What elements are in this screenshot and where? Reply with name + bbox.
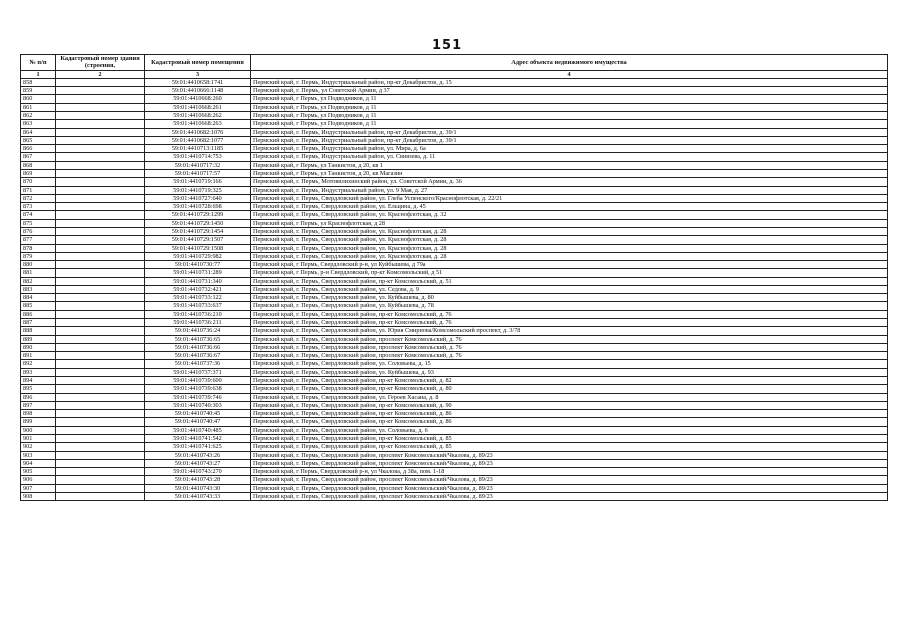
room-cadastral-number: 59:01:4410737:371 <box>145 368 251 376</box>
building-cadastral-cell <box>56 410 145 418</box>
building-cadastral-cell <box>56 203 145 211</box>
room-cadastral-number: 59:01:4410719:325 <box>145 186 251 194</box>
building-cadastral-cell <box>56 294 145 302</box>
building-cadastral-cell <box>56 343 145 351</box>
building-cadastral-cell <box>56 319 145 327</box>
table-row <box>21 211 888 219</box>
room-cadastral-number: 59:01:4410736:24 <box>145 327 251 335</box>
address-cell: Пермский край, г. Пермь, Свердловский район, пр-кт Комсомольский, д. 51 <box>251 277 888 285</box>
table-row <box>21 459 888 467</box>
table-row <box>21 434 888 442</box>
building-cadastral-cell <box>56 368 145 376</box>
table-row <box>21 136 888 144</box>
table-row <box>21 360 888 368</box>
row-number: 874 <box>21 211 56 219</box>
address-cell: Пермский край, г. Пермь, Индустриальный район, ул. Мира, д. 6а <box>251 145 888 153</box>
address-cell: Пермский край, г. Пермь, Свердловский район, пр-кт Комсомольский, д. 80 <box>251 385 888 393</box>
address-cell: Пермский край, г. Пермь, Свердловский район, пр-кт Комсомольский, д. 86 <box>251 418 888 426</box>
table-row <box>21 87 888 95</box>
address-cell: Пермский край, г. Пермь, Свердловский район, пр-кт Комсомольский, д. 82 <box>251 377 888 385</box>
address-cell: Пермский край, г Пермь, ул Подводников, д 11 <box>251 95 888 103</box>
row-number: 870 <box>21 178 56 186</box>
room-cadastral-number: 59:01:4410666:1148 <box>145 87 251 95</box>
table-row <box>21 103 888 111</box>
header-num: № п/п <box>21 55 56 71</box>
address-cell: Пермский край, г. Пермь, Свердловский район, пр-кт Комсомольский, д. 86 <box>251 410 888 418</box>
row-number: 861 <box>21 103 56 111</box>
room-cadastral-number: 59:01:4410743:33 <box>145 492 251 500</box>
building-cadastral-cell <box>56 169 145 177</box>
room-cadastral-number: 59:01:4410719:166 <box>145 178 251 186</box>
header-room-cadastral: Кадастровый номер помещения <box>145 55 251 71</box>
address-cell: Пермский край, г. Пермь, Свердловский район, проспект Комсомольский/Чкалова, д. 89/23 <box>251 451 888 459</box>
address-cell: Пермский край, г. Пермь, Свердловский район, ул. Краснофлотская, д. 28 <box>251 227 888 235</box>
building-cadastral-cell <box>56 227 145 235</box>
row-number: 872 <box>21 194 56 202</box>
address-cell: Пермский край, г. Пермь, Свердловский район, пр-кт Комсомольский, д. 90 <box>251 401 888 409</box>
table-row <box>21 410 888 418</box>
table-row <box>21 443 888 451</box>
col-index-3: 3 <box>145 70 251 78</box>
table-row <box>21 335 888 343</box>
row-number: 865 <box>21 136 56 144</box>
building-cadastral-cell <box>56 310 145 318</box>
room-cadastral-number: 59:01:4410658:1741 <box>145 78 251 86</box>
address-cell: Пермский край, г. Пермь, Свердловский район, ул. Краснофлотская, д. 28 <box>251 252 888 260</box>
room-cadastral-number: 59:01:4410682:1076 <box>145 128 251 136</box>
room-cadastral-number: 59:01:4410668:262 <box>145 112 251 120</box>
row-number: 904 <box>21 459 56 467</box>
table-row <box>21 327 888 335</box>
room-cadastral-number: 59:01:4410668:261 <box>145 103 251 111</box>
room-cadastral-number: 59:01:4410730:77 <box>145 261 251 269</box>
room-cadastral-number: 59:01:4410668:260 <box>145 95 251 103</box>
row-number: 895 <box>21 385 56 393</box>
address-cell: Пермский край, г. Пермь, Свердловский район, ул. Соловьева, д. 6 <box>251 426 888 434</box>
building-cadastral-cell <box>56 277 145 285</box>
building-cadastral-cell <box>56 401 145 409</box>
table-row <box>21 252 888 260</box>
address-cell: Пермский край, г Пермь, р-н Свердловский, пр-кт Комсомольский, д 51 <box>251 269 888 277</box>
address-cell: Пермский край, г. Пермь, Индустриальный район, пр-кт Декабристов, д. 39/1 <box>251 128 888 136</box>
row-number: 875 <box>21 219 56 227</box>
table-row <box>21 377 888 385</box>
address-cell: Пермский край, г. Пермь, Мотовилихинский район, ул. Советской Армии, д. 36 <box>251 178 888 186</box>
building-cadastral-cell <box>56 178 145 186</box>
table-row <box>21 393 888 401</box>
col-index-4: 4 <box>251 70 888 78</box>
room-cadastral-number: 59:01:4410741:625 <box>145 443 251 451</box>
row-number: 876 <box>21 227 56 235</box>
row-number: 877 <box>21 236 56 244</box>
row-number: 885 <box>21 302 56 310</box>
table-header-row <box>21 55 888 71</box>
row-number: 889 <box>21 335 56 343</box>
building-cadastral-cell <box>56 434 145 442</box>
table-row <box>21 261 888 269</box>
room-cadastral-number: 59:01:4410736:65 <box>145 335 251 343</box>
address-cell: Пермский край, г. Пермь, Свердловский район, ул. Героев Хасана, д. 8 <box>251 393 888 401</box>
table-row <box>21 476 888 484</box>
room-cadastral-number: 59:01:4410729:982 <box>145 252 251 260</box>
row-number: 892 <box>21 360 56 368</box>
header-building-cadastral: Кадастровый номер здания (строения, <box>56 55 145 71</box>
row-number: 881 <box>21 269 56 277</box>
room-cadastral-number: 59:01:4410740:303 <box>145 401 251 409</box>
address-cell: Пермский край, г. Пермь, Свердловский район, проспект Комсомольский, д. 76 <box>251 335 888 343</box>
room-cadastral-number: 59:01:4410733:637 <box>145 302 251 310</box>
table-row <box>21 310 888 318</box>
address-cell: Пермский край, г. Пермь, Свердловский район, ул. Соловьева, д. 15 <box>251 360 888 368</box>
address-cell: Пермский край, г. Пермь, Свердловский район, пр-кт Комсомольский, д. 85 <box>251 434 888 442</box>
table-row <box>21 368 888 376</box>
room-cadastral-number: 59:01:4410682:1077 <box>145 136 251 144</box>
table-row <box>21 484 888 492</box>
address-cell: Пермский край, г Пермь, ул Подводников, д 11 <box>251 103 888 111</box>
building-cadastral-cell <box>56 269 145 277</box>
row-number: 888 <box>21 327 56 335</box>
row-number: 864 <box>21 128 56 136</box>
building-cadastral-cell <box>56 186 145 194</box>
room-cadastral-number: 59:01:4410729:1299 <box>145 211 251 219</box>
col-index-2: 2 <box>56 70 145 78</box>
building-cadastral-cell <box>56 211 145 219</box>
building-cadastral-cell <box>56 476 145 484</box>
address-cell: Пермский край, г. Пермь, Свердловский район, пр-кт Комсомольский, д. 76 <box>251 319 888 327</box>
row-number: 867 <box>21 153 56 161</box>
table-row <box>21 120 888 128</box>
table-row <box>21 294 888 302</box>
row-number: 907 <box>21 484 56 492</box>
building-cadastral-cell <box>56 153 145 161</box>
building-cadastral-cell <box>56 327 145 335</box>
header-address: Адрес объекта недвижимого имущества <box>251 55 888 71</box>
address-cell: Пермский край, г. Пермь, Свердловский район, пр-кт Комсомольский, д. 85 <box>251 443 888 451</box>
row-number: 869 <box>21 169 56 177</box>
address-cell: Пермский край, г. Пермь, Свердловский район, проспект Комсомольский/Чкалова, д. 89/23 <box>251 459 888 467</box>
building-cadastral-cell <box>56 418 145 426</box>
row-number: 858 <box>21 78 56 86</box>
row-number: 893 <box>21 368 56 376</box>
table-row <box>21 112 888 120</box>
room-cadastral-number: 59:01:4410727:640 <box>145 194 251 202</box>
building-cadastral-cell <box>56 161 145 169</box>
address-cell: Пермский край, г. Пермь, Индустриальный район, пр-кт Декабристов, д. 15 <box>251 78 888 86</box>
address-cell: Пермский край, г Пермь, ул Подводников, д 11 <box>251 112 888 120</box>
address-cell: Пермский край, г. Пермь, Свердловский район, ул. Куйбышева, д. 80 <box>251 294 888 302</box>
row-number: 901 <box>21 434 56 442</box>
row-number: 906 <box>21 476 56 484</box>
row-number: 902 <box>21 443 56 451</box>
room-cadastral-number: 59:01:4410740:47 <box>145 418 251 426</box>
row-number: 905 <box>21 468 56 476</box>
room-cadastral-number: 59:01:4410740:45 <box>145 410 251 418</box>
table-row <box>21 169 888 177</box>
address-cell: Пермский край, г. Пермь, Свердловский район, проспект Комсомольский/Чкалова, д. 89/23 <box>251 484 888 492</box>
row-number: 908 <box>21 492 56 500</box>
room-cadastral-number: 59:01:4410728:698 <box>145 203 251 211</box>
room-cadastral-number: 59:01:4410743:30 <box>145 484 251 492</box>
room-cadastral-number: 59:01:4410717:32 <box>145 161 251 169</box>
building-cadastral-cell <box>56 103 145 111</box>
building-cadastral-cell <box>56 492 145 500</box>
column-index-row <box>21 70 888 78</box>
address-cell: Пермский край, г. Пермь, Индустриальный район, пр-кт Декабристов, д. 39/1 <box>251 136 888 144</box>
address-cell: Пермский край, г Пермь, ул Подводников, д 11 <box>251 120 888 128</box>
address-cell: Пермский край, г. Пермь, Свердловский район, проспект Комсомольский/Чкалова, д. 89/23 <box>251 492 888 500</box>
building-cadastral-cell <box>56 261 145 269</box>
building-cadastral-cell <box>56 78 145 86</box>
row-number: 894 <box>21 377 56 385</box>
address-cell: Пермский край, г. Пермь, Свердловский район, ул. Куйбышева, д. 93 <box>251 368 888 376</box>
address-cell: Пермский край, г Пермь, ул Танкистов, д 20, кв Магазин <box>251 169 888 177</box>
row-number: 884 <box>21 294 56 302</box>
room-cadastral-number: 59:01:4410741:542 <box>145 434 251 442</box>
address-cell: Пермский край, г Пермь, Свердловский р-н, ул Куйбышева, д 79а <box>251 261 888 269</box>
table-row <box>21 269 888 277</box>
address-cell: Пермский край, г. Пермь, Свердловский район, ул. Краснофлотская, д. 32 <box>251 211 888 219</box>
table-row <box>21 277 888 285</box>
building-cadastral-cell <box>56 194 145 202</box>
room-cadastral-number: 59:01:4410731:340 <box>145 277 251 285</box>
building-cadastral-cell <box>56 468 145 476</box>
building-cadastral-cell <box>56 377 145 385</box>
building-cadastral-cell <box>56 285 145 293</box>
table-row <box>21 385 888 393</box>
table-row <box>21 95 888 103</box>
room-cadastral-number: 59:01:4410731:289 <box>145 269 251 277</box>
building-cadastral-cell <box>56 244 145 252</box>
row-number: 897 <box>21 401 56 409</box>
address-cell: Пермский край, г. Пермь, Свердловский район, пр-кт Комсомольский, д. 76 <box>251 310 888 318</box>
building-cadastral-cell <box>56 145 145 153</box>
table-row <box>21 343 888 351</box>
room-cadastral-number: 59:01:4410732:421 <box>145 285 251 293</box>
table-row <box>21 178 888 186</box>
table-row <box>21 203 888 211</box>
row-number: 903 <box>21 451 56 459</box>
room-cadastral-number: 59:01:4410714:753 <box>145 153 251 161</box>
building-cadastral-cell <box>56 451 145 459</box>
row-number: 859 <box>21 87 56 95</box>
table-row <box>21 236 888 244</box>
room-cadastral-number: 59:01:4410736:211 <box>145 319 251 327</box>
building-cadastral-cell <box>56 352 145 360</box>
row-number: 862 <box>21 112 56 120</box>
building-cadastral-cell <box>56 459 145 467</box>
row-number: 899 <box>21 418 56 426</box>
table-row <box>21 451 888 459</box>
room-cadastral-number: 59:01:4410739:638 <box>145 385 251 393</box>
building-cadastral-cell <box>56 484 145 492</box>
address-cell: Пермский край, г. Пермь, Свердловский район, ул. Глеба Успенского/Краснофлотская, д. 22/21 <box>251 194 888 202</box>
row-number: 883 <box>21 285 56 293</box>
room-cadastral-number: 59:01:4410736:66 <box>145 343 251 351</box>
row-number: 898 <box>21 410 56 418</box>
room-cadastral-number: 59:01:4410733:122 <box>145 294 251 302</box>
row-number: 871 <box>21 186 56 194</box>
table-row <box>21 161 888 169</box>
address-cell: Пермский край, г. Пермь, ул Советской Армии, д 37 <box>251 87 888 95</box>
building-cadastral-cell <box>56 87 145 95</box>
building-cadastral-cell <box>56 335 145 343</box>
building-cadastral-cell <box>56 112 145 120</box>
page-number: 151 <box>432 38 463 53</box>
address-cell: Пермский край, г Пермь, ул Танкистов, д 20, кв 1 <box>251 161 888 169</box>
room-cadastral-number: 59:01:4410743:270 <box>145 468 251 476</box>
building-cadastral-cell <box>56 128 145 136</box>
row-number: 863 <box>21 120 56 128</box>
row-number: 896 <box>21 393 56 401</box>
table-row <box>21 145 888 153</box>
address-cell: Пермский край, г Пермь, Свердловский р-н, ул Чкалова, д 38а, пом. 1-18 <box>251 468 888 476</box>
building-cadastral-cell <box>56 252 145 260</box>
table-row <box>21 153 888 161</box>
building-cadastral-cell <box>56 360 145 368</box>
row-number: 866 <box>21 145 56 153</box>
room-cadastral-number: 59:01:4410668:263 <box>145 120 251 128</box>
room-cadastral-number: 59:01:4410713:1185 <box>145 145 251 153</box>
row-number: 873 <box>21 203 56 211</box>
address-cell: Пермский край, г. Пермь, Свердловский район, проспект Комсомольский, д. 76 <box>251 343 888 351</box>
address-cell: Пермский край, г. Пермь, Индустриальный район, ул. Свиязева, д. 11 <box>251 153 888 161</box>
table-row <box>21 128 888 136</box>
table-row <box>21 219 888 227</box>
table-row <box>21 186 888 194</box>
address-cell: Пермский край, г. Пермь, Свердловский район, ул. Ельцина, д. 45 <box>251 203 888 211</box>
address-cell: Пермский край, г. Пермь, Свердловский район, ул. Юрия Смирнова/Комсомольский проспект, д. 3/78 <box>251 327 888 335</box>
building-cadastral-cell <box>56 385 145 393</box>
table-row <box>21 468 888 476</box>
table-row <box>21 401 888 409</box>
address-cell: Пермский край, г. Пермь, Свердловский район, ул. Краснофлотская, д. 28 <box>251 244 888 252</box>
row-number: 880 <box>21 261 56 269</box>
table-row <box>21 418 888 426</box>
row-number: 886 <box>21 310 56 318</box>
building-cadastral-cell <box>56 426 145 434</box>
col-index-1: 1 <box>21 70 56 78</box>
room-cadastral-number: 59:01:4410739:600 <box>145 377 251 385</box>
table-row <box>21 302 888 310</box>
row-number: 887 <box>21 319 56 327</box>
table-row <box>21 352 888 360</box>
room-cadastral-number: 59:01:4410737:36 <box>145 360 251 368</box>
row-number: 868 <box>21 161 56 169</box>
table-row <box>21 426 888 434</box>
address-cell: Пермский край, г. Пермь, Свердловский район, проспект Комсомольский/Чкалова, д. 89/23 <box>251 476 888 484</box>
row-number: 891 <box>21 352 56 360</box>
address-cell: Пермский край, г. Пермь, Свердловский район, ул. Куйбышева, д. 78 <box>251 302 888 310</box>
building-cadastral-cell <box>56 393 145 401</box>
room-cadastral-number: 59:01:4410743:27 <box>145 459 251 467</box>
row-number: 882 <box>21 277 56 285</box>
table-row <box>21 319 888 327</box>
building-cadastral-cell <box>56 236 145 244</box>
property-table <box>20 54 888 501</box>
table-row <box>21 285 888 293</box>
building-cadastral-cell <box>56 136 145 144</box>
room-cadastral-number: 59:01:4410736:67 <box>145 352 251 360</box>
room-cadastral-number: 59:01:4410736:210 <box>145 310 251 318</box>
table-row <box>21 227 888 235</box>
table-row <box>21 78 888 86</box>
row-number: 879 <box>21 252 56 260</box>
room-cadastral-number: 59:01:4410740:485 <box>145 426 251 434</box>
address-cell: Пермский край, г. Пермь, Свердловский район, ул. Седова, д. 9 <box>251 285 888 293</box>
building-cadastral-cell <box>56 95 145 103</box>
room-cadastral-number: 59:01:4410743:26 <box>145 451 251 459</box>
building-cadastral-cell <box>56 219 145 227</box>
room-cadastral-number: 59:01:4410729:1508 <box>145 244 251 252</box>
room-cadastral-number: 59:01:4410717:57 <box>145 169 251 177</box>
building-cadastral-cell <box>56 120 145 128</box>
table-row <box>21 194 888 202</box>
address-cell: Пермский край, г Пермь, ул Краснофлотская, д 28 <box>251 219 888 227</box>
building-cadastral-cell <box>56 302 145 310</box>
room-cadastral-number: 59:01:4410739:746 <box>145 393 251 401</box>
table-row <box>21 492 888 500</box>
address-cell: Пермский край, г. Пермь, Индустриальный район, ул. 9 Мая, д. 27 <box>251 186 888 194</box>
address-cell: Пермский край, г. Пермь, Свердловский район, ул. Краснофлотская, д. 28 <box>251 236 888 244</box>
room-cadastral-number: 59:01:4410729:1450 <box>145 219 251 227</box>
table-body <box>21 78 888 500</box>
room-cadastral-number: 59:01:4410729:1507 <box>145 236 251 244</box>
table-row <box>21 244 888 252</box>
address-cell: Пермский край, г. Пермь, Свердловский район, проспект Комсомольский, д. 76 <box>251 352 888 360</box>
row-number: 900 <box>21 426 56 434</box>
row-number: 890 <box>21 343 56 351</box>
room-cadastral-number: 59:01:4410729:1454 <box>145 227 251 235</box>
room-cadastral-number: 59:01:4410743:28 <box>145 476 251 484</box>
row-number: 860 <box>21 95 56 103</box>
row-number: 878 <box>21 244 56 252</box>
building-cadastral-cell <box>56 443 145 451</box>
